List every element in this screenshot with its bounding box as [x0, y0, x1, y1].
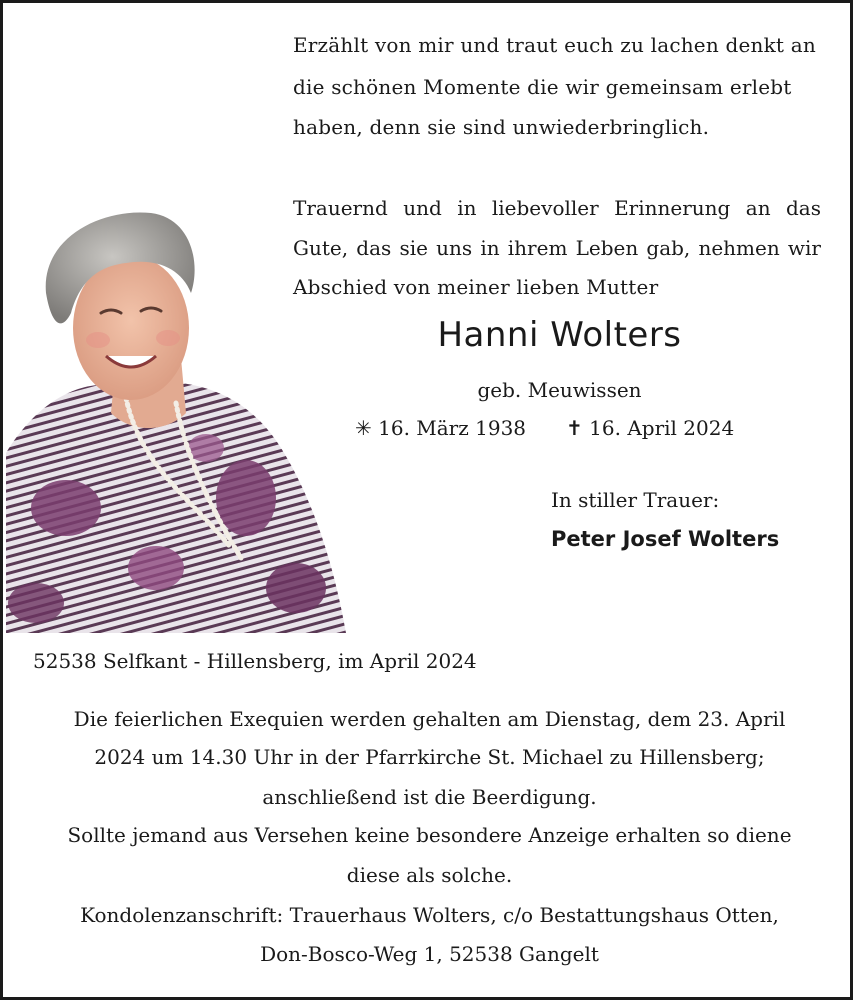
word: liebevoller — [491, 196, 599, 220]
word: uns — [436, 236, 473, 260]
intro-line-3: Abschied von meiner lieben Mutter — [293, 275, 659, 299]
portrait-photo — [6, 208, 349, 633]
word: ihrem — [507, 236, 568, 260]
death-date: ✝ 16. April 2024 — [566, 416, 735, 440]
details-line-3: anschließend ist die Beerdigung. — [262, 785, 597, 809]
word: sie — [399, 236, 428, 260]
word: Leben — [575, 236, 639, 260]
maiden-name: geb. Meuwissen — [477, 378, 642, 402]
word: das — [785, 196, 821, 220]
word: wir — [787, 236, 821, 260]
word: Gute, — [293, 236, 349, 260]
quote-line-1: Erzählt von mir und traut euch zu lachen denkt an — [293, 33, 816, 57]
word: Trauernd — [293, 196, 388, 220]
word: nehmen — [698, 236, 780, 260]
word: und — [403, 196, 442, 220]
word: das — [356, 236, 392, 260]
mourner-names: Peter Josef Wolters — [551, 527, 780, 551]
details-line-5: diese als solche. — [346, 863, 513, 887]
details-line-2: 2024 um 14.30 Uhr in der Pfarrkirche St. Michael zu Hillensberg; — [94, 745, 765, 769]
word: in — [480, 236, 500, 260]
birth-date: ✳ 16. März 1938 — [355, 416, 527, 440]
word: an — [745, 196, 771, 220]
quote-line-2: die schönen Momente die wir gemeinsam erlebt — [293, 75, 792, 99]
details-line-6: Kondolenzanschrift: Trauerhaus Wolters, c/o Bestattungshaus Otten, — [80, 903, 779, 927]
intro-line-2 — [293, 236, 821, 260]
word: in — [457, 196, 477, 220]
details-line-7: Don-Bosco-Weg 1, 52538 Gangelt — [260, 942, 599, 966]
mourners-label: In stiller Trauer: — [551, 488, 720, 512]
place-date: 52538 Selfkant - Hillensberg, im April 2024 — [33, 649, 477, 673]
intro-line-1 — [293, 196, 821, 220]
word: gab, — [646, 236, 691, 260]
details-line-4: Sollte jemand aus Versehen keine besondere Anzeige erhalten so diene — [67, 823, 792, 847]
life-dates — [355, 416, 734, 440]
word: Erinnerung — [614, 196, 731, 220]
deceased-name: Hanni Wolters — [437, 315, 682, 355]
quote-line-3: haben, denn sie sind unwiederbringlich. — [293, 115, 710, 139]
details-line-1: Die feierlichen Exequien werden gehalten am Dienstag, dem 23. April — [73, 707, 786, 731]
